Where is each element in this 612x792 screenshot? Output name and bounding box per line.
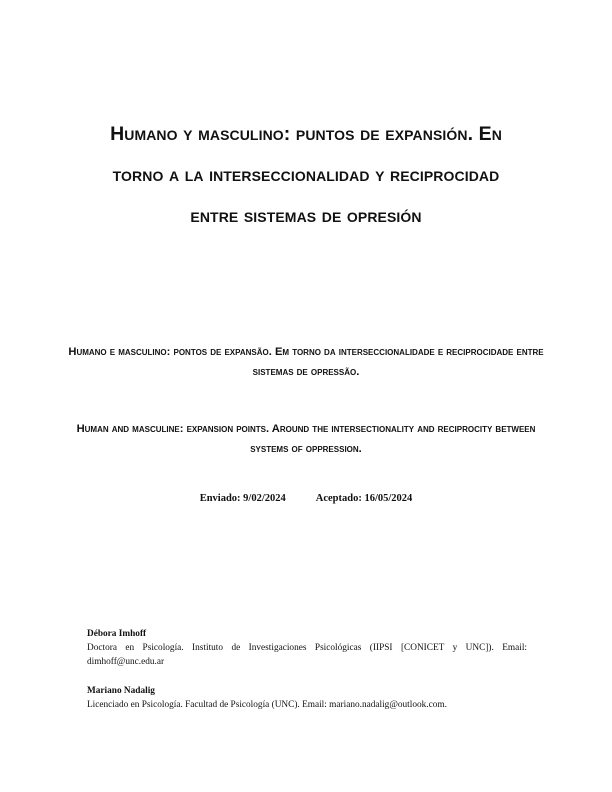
author-block — [87, 627, 527, 669]
author-affiliation: Doctora en Psicología. Instituto de Investigaciones Psicológicas (IIPSI [CONICET y UNC]). Email: dimhoff@unc.edu.ar — [87, 643, 527, 667]
author-block — [87, 684, 527, 712]
date-sent: Enviado: 9/02/2024 — [199, 493, 286, 504]
submission-dates — [0, 493, 612, 504]
author-name: Mariano Nadalig — [87, 686, 155, 696]
title-english: Human and masculine: expansion points. Around the intersectionality and reciprocity between systems of oppression. — [76, 423, 536, 455]
title-portuguese: Humano e masculino: pontos de expansão. Em torno da interseccionalidade e reciprocidade entre sistemas de opressão. — [68, 346, 544, 378]
date-accepted: Aceptado: 16/05/2024 — [315, 493, 413, 504]
title-spanish: Humano y masculino: puntos de expansión. En torno a la interseccionalidad y reciprocidad entre sistemas de opresión — [110, 123, 502, 227]
author-affiliation: Licenciado en Psicología. Facultad de Psicología (UNC). Email: mariano.nadalig@outlook.com. — [87, 700, 447, 710]
author-name: Débora Imhoff — [87, 629, 147, 639]
